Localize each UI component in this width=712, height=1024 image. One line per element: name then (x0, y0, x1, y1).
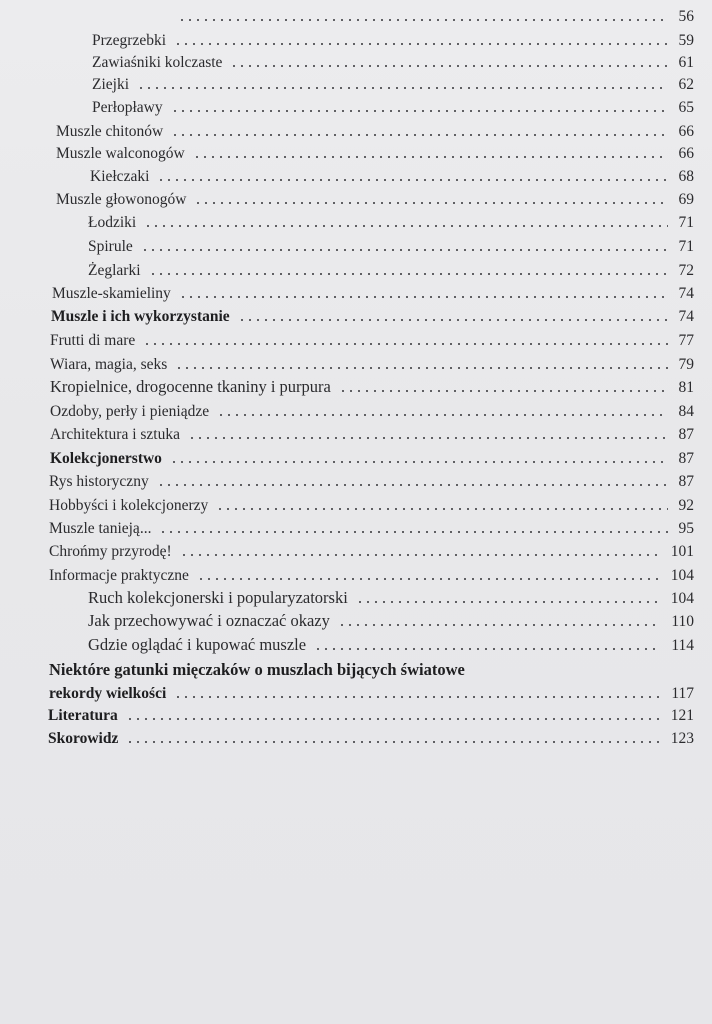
toc-entry-title: Literatura (48, 706, 118, 724)
toc-entry (0, 139, 712, 163)
toc-entry (0, 232, 712, 256)
toc-entry-page-number: 95 (678, 519, 694, 537)
toc-entry (0, 656, 712, 680)
toc-entry-title: Kolekcjonerstwo (50, 449, 162, 467)
dot-leader (170, 460, 669, 464)
toc-entry (0, 420, 712, 444)
dot-leader (178, 18, 669, 22)
toc-entry-page-number: 59 (678, 31, 694, 49)
toc-entry-page-number: 74 (678, 307, 694, 325)
toc-entry-title: Muszle-skamieliny (52, 284, 171, 302)
toc-entry (0, 561, 712, 585)
toc-entry-page-number: 110 (671, 612, 694, 630)
dot-leader (143, 342, 668, 346)
toc-entry-page-number: 121 (670, 706, 694, 724)
dot-leader (141, 248, 669, 252)
toc-entry-page-number: 77 (678, 331, 694, 349)
dot-leader (157, 483, 669, 487)
toc-entry-page-number: 56 (678, 7, 694, 25)
toc-entry-page-number: 74 (678, 284, 694, 302)
toc-entry-title: Muszle i ich wykorzystanie (51, 307, 230, 325)
toc-entry-title: rekordy wielkości (49, 684, 167, 702)
toc-entry-title: Ziejki (92, 75, 130, 93)
toc-entry-title: Jak przechowywać i oznaczać okazy (88, 610, 330, 630)
toc-entry (0, 256, 712, 280)
toc-entry-page-number: 117 (671, 684, 694, 702)
toc-entry-title: Kiełczaki (90, 167, 150, 185)
toc-entry-title: Wiara, magia, seks (50, 355, 168, 373)
dot-leader (171, 109, 669, 113)
toc-entry (0, 491, 712, 515)
toc-entry-page-number: 104 (670, 566, 694, 584)
toc-entry (0, 93, 712, 117)
toc-entry (0, 397, 712, 421)
toc-entry-page-number: 101 (670, 542, 694, 560)
toc-entry-page-number: 69 (678, 190, 694, 208)
dot-leader (193, 155, 669, 159)
toc-entry-page-number: 87 (678, 425, 694, 443)
dot-leader (217, 413, 668, 417)
toc-entry (0, 26, 712, 50)
toc-entry (0, 162, 712, 186)
toc-entry (0, 48, 712, 72)
toc-entry (0, 724, 712, 748)
toc-entry (0, 117, 712, 141)
dot-leader (238, 318, 669, 322)
dot-leader (171, 133, 668, 137)
toc-entry (0, 584, 712, 608)
toc-entry (0, 514, 712, 538)
toc-entry-title: Frutti di mare (50, 331, 136, 349)
toc-entry-page-number: 114 (671, 636, 694, 654)
toc-entry-title: Chrońmy przyrodę! (49, 542, 172, 560)
dot-leader (126, 740, 660, 744)
toc-entry (0, 631, 712, 655)
dot-leader (144, 224, 668, 228)
dot-leader (314, 647, 661, 651)
toc-entry-title: Ozdoby, perły i pieniądze (50, 402, 210, 420)
dot-leader (197, 577, 661, 581)
toc-entry-page-number: 66 (678, 144, 694, 162)
dot-leader (188, 436, 669, 440)
toc-entry-title: Przegrzebki (92, 31, 167, 49)
toc-entry-title: Żeglarki (88, 261, 141, 279)
toc-entry-title: Kropielnice, drogocenne tkaniny i purpura (50, 376, 331, 396)
dot-leader (175, 366, 668, 370)
dot-leader (230, 64, 668, 68)
toc-entry (0, 185, 712, 209)
toc-entry-title: Zawiaśniki kolczaste (92, 53, 223, 71)
toc-entry-title: Niektóre gatunki mięczaków o muszlach bijących światowe (49, 659, 465, 679)
toc-entry (0, 70, 712, 94)
toc-entry-page-number: 71 (678, 237, 694, 255)
toc-entry (0, 467, 712, 491)
dot-leader (159, 530, 668, 534)
dot-leader (149, 272, 669, 276)
toc-entry (0, 2, 712, 26)
toc-entry-page-number: 123 (670, 729, 694, 747)
toc-entry (0, 326, 712, 350)
dot-leader (339, 389, 669, 393)
toc-entry (0, 373, 712, 397)
toc-entry-title: Skorowidz (48, 729, 119, 747)
dot-leader (174, 695, 661, 699)
toc-entry-title: Hobbyści i kolekcjonerzy (49, 496, 209, 514)
dot-leader (356, 600, 661, 604)
toc-entry-title: Muszle chitonów (56, 122, 164, 140)
dot-leader (180, 553, 661, 557)
dot-leader (137, 86, 668, 90)
toc-entry-page-number: 61 (678, 53, 694, 71)
toc-entry-title: Muszle głowonogów (56, 190, 187, 208)
toc-entry-title: Rys historyczny (49, 472, 149, 490)
toc-entry (0, 607, 712, 631)
toc-entry (0, 679, 712, 703)
toc-entry (0, 444, 712, 468)
toc-entry (0, 701, 712, 725)
dot-leader (194, 201, 668, 205)
toc-entry-page-number: 71 (678, 213, 694, 231)
toc-entry-title: Gdzie oglądać i kupować muszle (88, 634, 307, 654)
toc-entry-page-number: 72 (678, 261, 694, 279)
toc-entry-title: Muszle tanieją... (49, 519, 152, 537)
toc-entry-page-number: 84 (678, 402, 694, 420)
toc-entry-title: Perłopławy (92, 98, 163, 116)
toc-entry-page-number: 81 (678, 378, 694, 396)
dot-leader (216, 507, 668, 511)
dot-leader (179, 295, 669, 299)
toc-entry-page-number: 87 (678, 449, 694, 467)
dot-leader (157, 178, 668, 182)
toc-entry-title: Łodziki (88, 213, 137, 231)
toc-entry-title: Spirule (88, 237, 133, 255)
toc-entry-page-number: 87 (678, 472, 694, 490)
toc-entry-title: Muszle walconogów (56, 144, 185, 162)
toc-entry-page-number: 92 (678, 496, 694, 514)
toc-entry-page-number: 65 (678, 98, 694, 116)
dot-leader (174, 42, 668, 46)
toc-entry (0, 302, 712, 326)
toc-entry-page-number: 66 (678, 122, 694, 140)
toc-entry-page-number: 79 (678, 355, 694, 373)
toc-entry-title: Ruch kolekcjonerski i popularyzatorski (88, 587, 348, 607)
toc-entry (0, 279, 712, 303)
toc-entry (0, 537, 712, 561)
dot-leader (338, 623, 661, 627)
toc-entry (0, 208, 712, 232)
dot-leader (126, 717, 661, 721)
toc-entry-title: Architektura i sztuka (50, 425, 180, 443)
toc-entry-page-number: 104 (670, 589, 694, 607)
toc-entry (0, 350, 712, 374)
toc-entry-page-number: 62 (678, 75, 694, 93)
toc-entry-page-number: 68 (678, 167, 694, 185)
toc-entry-title: Informacje praktyczne (49, 566, 189, 584)
